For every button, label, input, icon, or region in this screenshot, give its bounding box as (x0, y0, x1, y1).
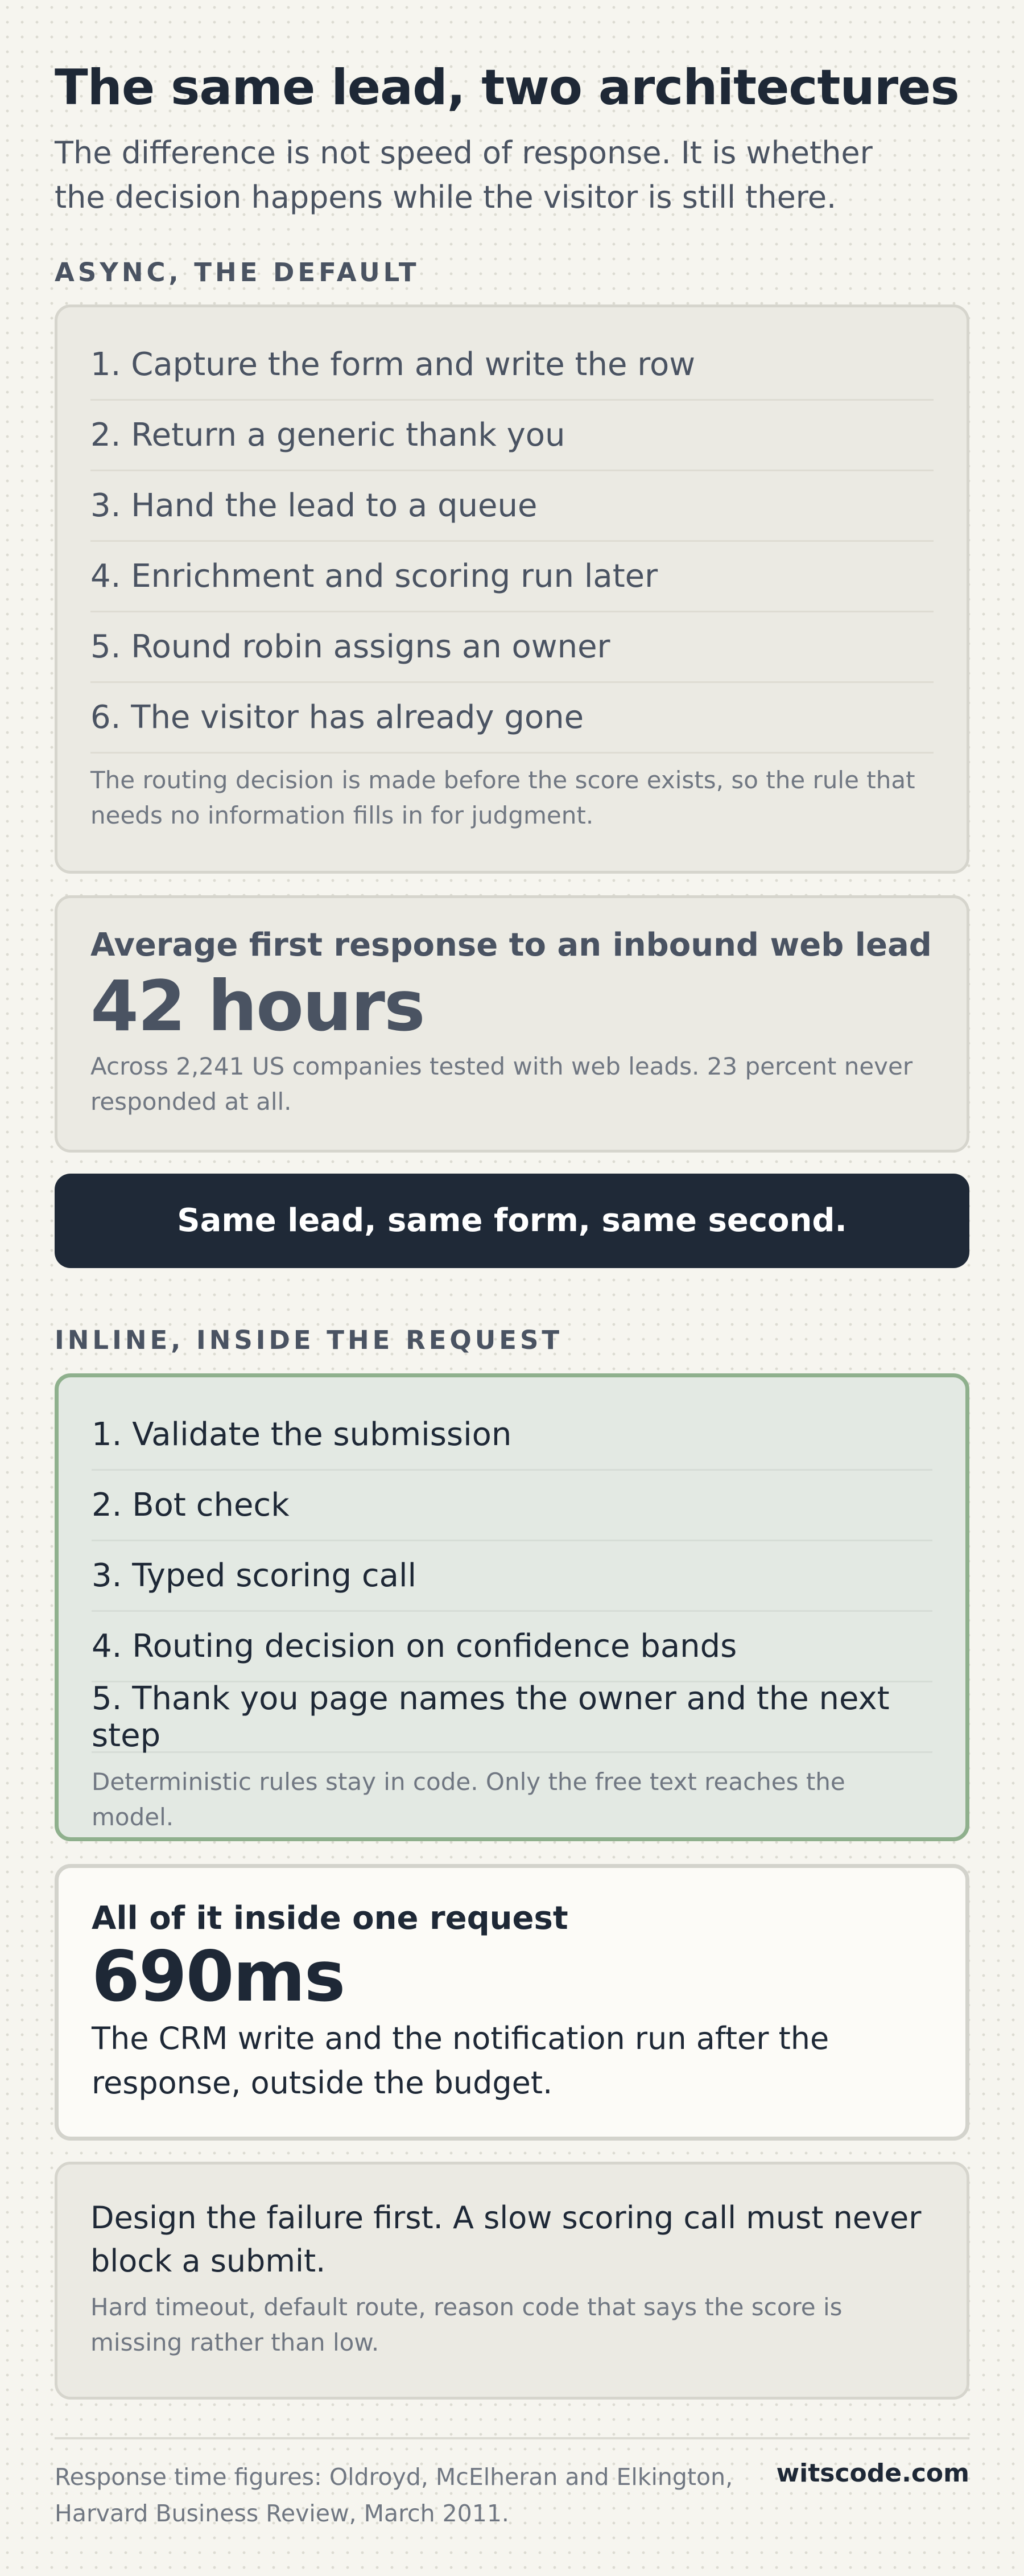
async-step: 3. Hand the lead to a queue (90, 471, 934, 542)
page-subtitle: The difference is not speed of response. It is whether the decision happens while the visitor is still there. (55, 135, 873, 215)
async-steps-card (55, 304, 969, 874)
footer-credit: Response time figures: Oldroyd, McElheran and Elkington, Harvard Business Review, March 2011. (55, 2463, 733, 2527)
transition-banner (55, 1174, 969, 1268)
footer-divider (55, 2437, 969, 2439)
inline-step: 2. Bot check (92, 1471, 932, 1541)
inline-steps-card (55, 1373, 969, 1841)
async-step: 2. Return a generic thank you (90, 401, 934, 471)
inline-stat-value: 690ms (92, 1936, 345, 2017)
async-step: 6. The visitor has already gone (90, 683, 934, 754)
async-stat-note: Across 2,241 US companies tested with web leads. 23 percent never responded at all. (90, 1052, 913, 1116)
async-stat-card (55, 895, 969, 1153)
inline-step: 1. Validate the submission (92, 1400, 932, 1471)
failure-card (55, 2162, 969, 2400)
async-step: 5. Round robin assigns an owner (90, 612, 934, 683)
inline-step: 4. Routing decision on confidence bands (92, 1612, 932, 1682)
failure-headline: Design the failure first. A slow scoring call must never block a submit. (90, 2200, 922, 2279)
async-steps-list (90, 330, 934, 754)
async-step: 1. Capture the form and write the row (90, 330, 934, 401)
async-step: 4. Enrichment and scoring run later (90, 542, 934, 612)
inline-stat-card (55, 1864, 969, 2141)
brand-link[interactable]: witscode.com (776, 2459, 969, 2488)
inline-stat-note: The CRM write and the notification run after the response, outside the budget. (92, 2021, 829, 2101)
inline-step: 3. Typed scoring call (92, 1541, 932, 1612)
page-title: The same lead, two architectures (55, 59, 959, 116)
inline-step: 5. Thank you page names the owner and the next step (92, 1682, 932, 1753)
async-stat-value: 42 hours (90, 966, 424, 1047)
inline-stat-label: All of it inside one request (92, 1900, 568, 1937)
async-section-label: ASYNC, THE DEFAULT (55, 257, 420, 287)
async-note: The routing decision is made before the score exists, so the rule that needs no information fills in for judgment. (90, 766, 915, 829)
banner-text: Same lead, same form, same second. (177, 1202, 847, 1239)
inline-section-label: INLINE, INSIDE THE REQUEST (55, 1325, 563, 1355)
failure-note: Hard timeout, default route, reason code that says the score is missing rather than low. (90, 2293, 843, 2356)
inline-note: Deterministic rules stay in code. Only the free text reaches the model. (92, 1768, 845, 1831)
inline-steps-list (92, 1400, 932, 1753)
async-stat-label: Average first response to an inbound web lead (90, 927, 932, 964)
